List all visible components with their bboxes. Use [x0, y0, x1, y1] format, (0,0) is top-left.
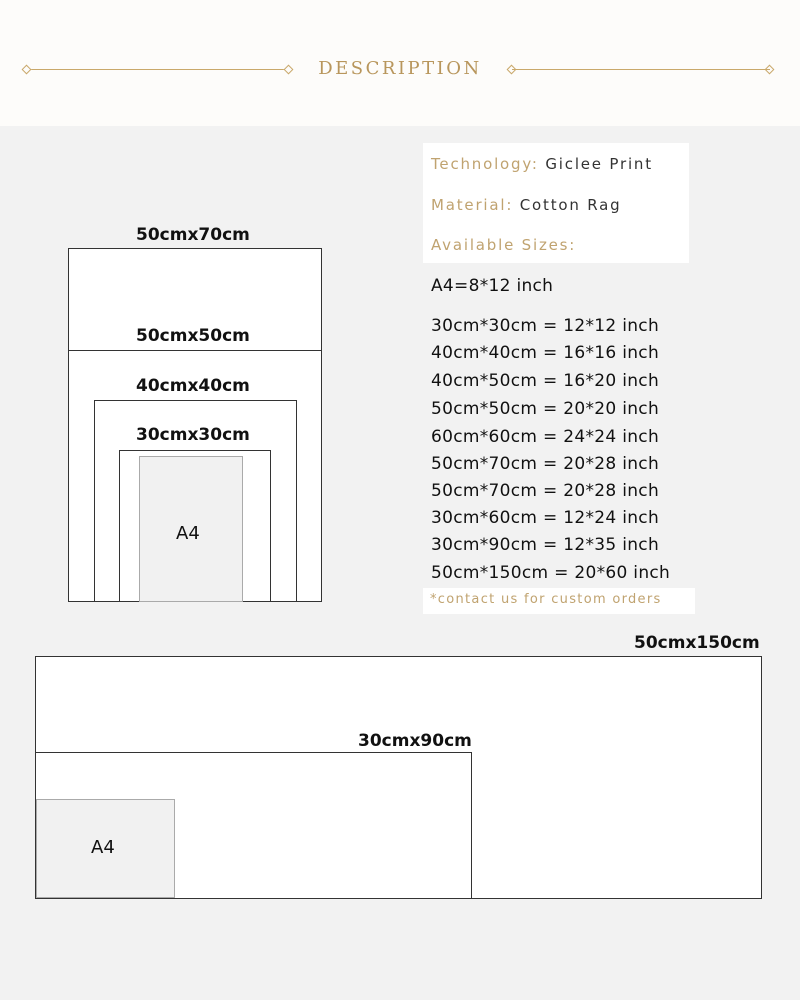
- technology-value: Giclee Print: [545, 155, 653, 173]
- header-banner: [0, 0, 800, 126]
- label-a4-landscape: A4: [91, 837, 115, 858]
- diamond-ornament-icon: [22, 65, 32, 75]
- size-spec-item: 30cm*60cm = 12*24 inch: [431, 508, 660, 528]
- material-label: Material:: [431, 196, 514, 214]
- material-value: Cotton Rag: [519, 196, 622, 214]
- size-spec-item: 30cm*90cm = 12*35 inch: [431, 535, 660, 555]
- a4-spec: A4=8*12 inch: [431, 276, 554, 296]
- header-divider-left: [28, 69, 288, 70]
- available-sizes-label: Available Sizes:: [431, 236, 577, 254]
- label-30x90: 30cmx90cm: [358, 731, 472, 751]
- header-divider-right: [512, 69, 770, 70]
- section-title: DESCRIPTION: [318, 58, 482, 79]
- size-spec-item: 50cm*150cm = 20*60 inch: [431, 563, 671, 583]
- technology-row: [431, 155, 653, 173]
- label-50x70: 50cmx70cm: [136, 225, 250, 245]
- label-50x150: 50cmx150cm: [634, 633, 760, 653]
- size-spec-item: 50cm*50cm = 20*20 inch: [431, 399, 660, 419]
- material-row: [431, 196, 621, 214]
- sizes-row: [431, 236, 576, 254]
- size-spec-item: 30cm*30cm = 12*12 inch: [431, 316, 660, 336]
- product-info-box: [423, 143, 689, 263]
- label-a4: A4: [176, 523, 200, 544]
- size-spec-item: 60cm*60cm = 24*24 inch: [431, 427, 660, 447]
- size-spec-item: 50cm*70cm = 20*28 inch: [431, 454, 660, 474]
- contact-note-box: [423, 588, 695, 614]
- diamond-ornament-icon: [284, 65, 294, 75]
- technology-label: Technology:: [431, 155, 539, 173]
- size-spec-item: 50cm*70cm = 20*28 inch: [431, 481, 660, 501]
- custom-order-note: *contact us for custom orders: [430, 592, 662, 607]
- size-spec-item: 40cm*40cm = 16*16 inch: [431, 343, 660, 363]
- label-30x30: 30cmx30cm: [136, 425, 250, 445]
- label-40x40: 40cmx40cm: [136, 376, 250, 396]
- size-spec-item: 40cm*50cm = 16*20 inch: [431, 371, 660, 391]
- label-50x50: 50cmx50cm: [136, 326, 250, 346]
